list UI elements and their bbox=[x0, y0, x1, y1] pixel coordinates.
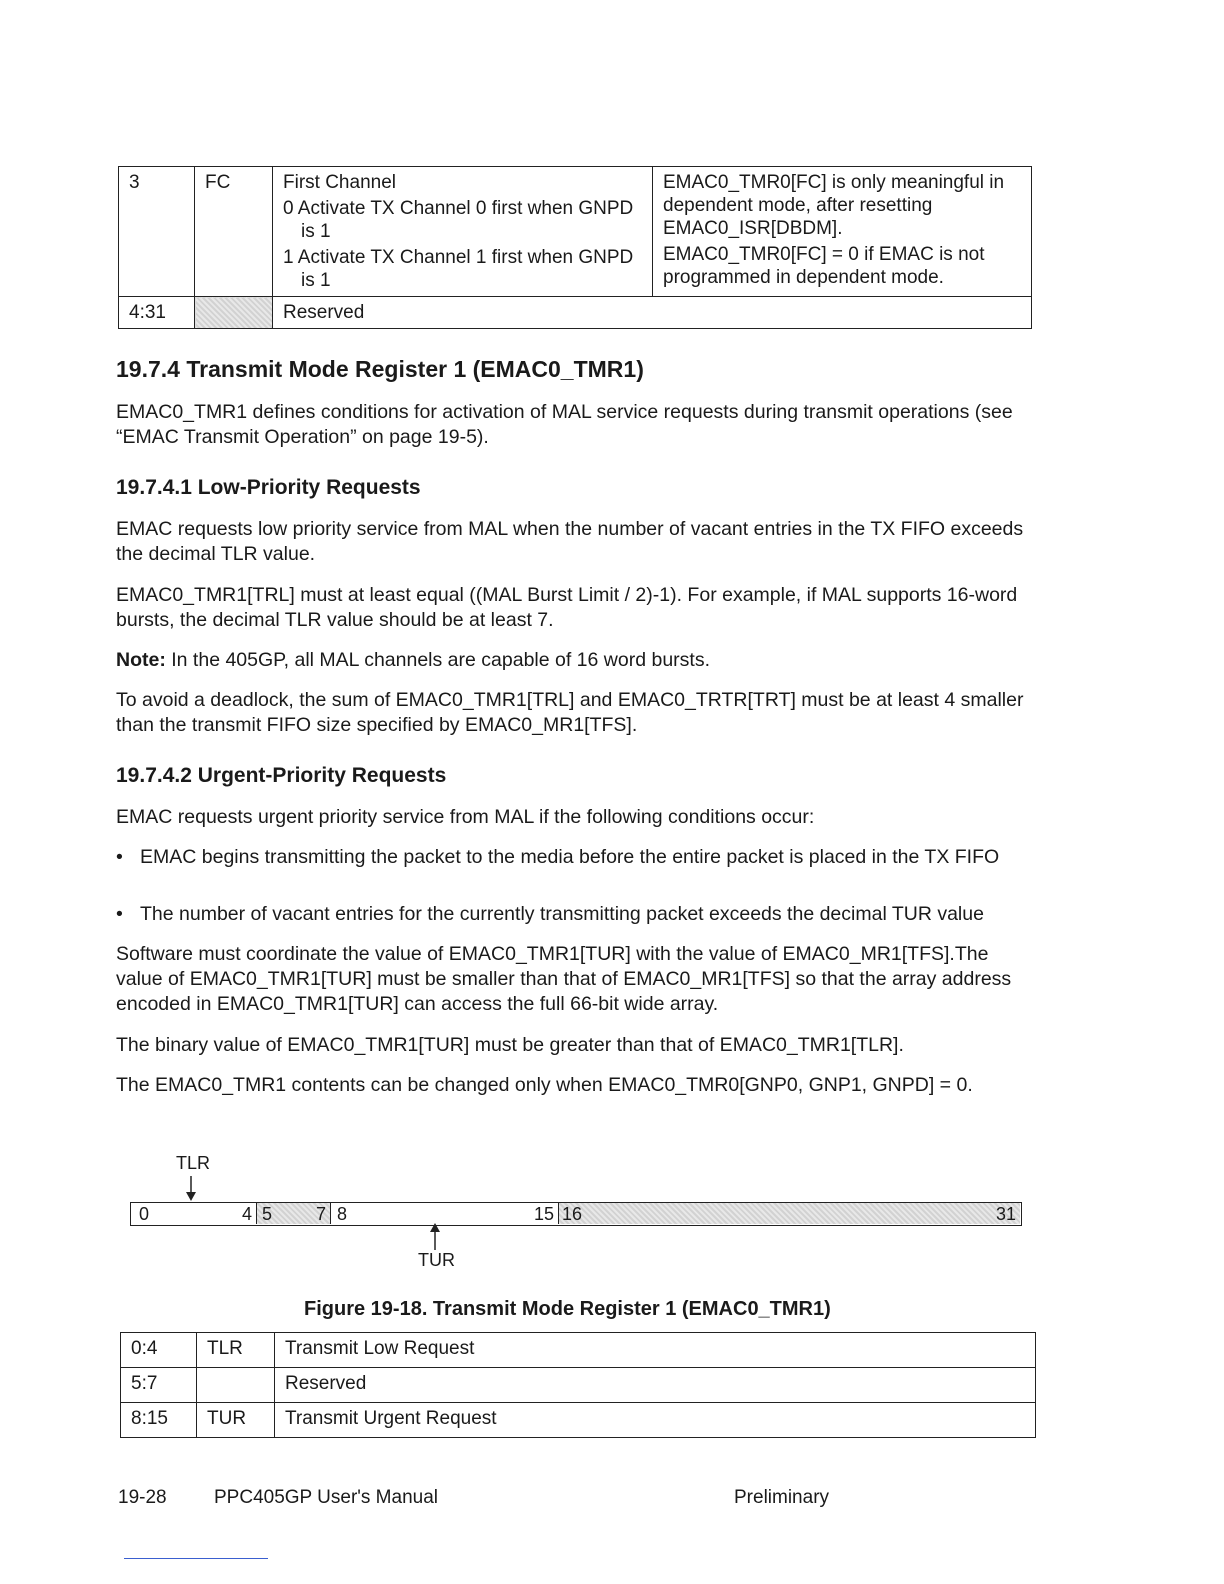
bit-end: 7 bbox=[315, 1204, 326, 1224]
tmr1-field-table bbox=[120, 1332, 1036, 1438]
table-row bbox=[121, 1368, 1036, 1403]
table-row bbox=[119, 297, 1032, 329]
description-cell: Transmit Urgent Request bbox=[275, 1403, 1036, 1438]
paragraph: EMAC requests urgent priority service from MAL if the following conditions occur: bbox=[116, 806, 815, 828]
bit-end: 15 bbox=[533, 1204, 554, 1224]
subsection-heading-low: 19.7.4.1 Low-Priority Requests bbox=[116, 476, 421, 499]
paragraph: The EMAC0_TMR1 contents can be changed only when EMAC0_TMR0[GNP0, GNP1, GNPD] = 0. bbox=[116, 1074, 973, 1096]
figure-caption: Figure 19-18. Transmit Mode Register 1 (EMAC0_TMR1) bbox=[304, 1298, 831, 1320]
field-cell bbox=[197, 1368, 275, 1403]
field-option: 1 Activate TX Channel 1 first when GNPD is 1 bbox=[283, 247, 634, 291]
register-diagram bbox=[130, 1202, 1022, 1226]
list-item-text: The number of vacant entries for the currently transmitting packet exceeds the decimal TUR value bbox=[140, 903, 984, 925]
bits-cell: 5:7 bbox=[121, 1368, 197, 1403]
paragraph: Software must coordinate the value of EMAC0_TMR1[TUR] with the value of EMAC0_MR1[TFS].The value of EMAC0_TMR1[TUR] must be smaller than that of EMAC0_MR1[TFS] so that the array address encoded in EMAC0_TMR1[TUR] can access the full 66-bit wide array. bbox=[116, 943, 1012, 1015]
register-field-reserved bbox=[257, 1203, 331, 1224]
field-cell: TUR bbox=[197, 1403, 275, 1438]
section-intro: EMAC0_TMR1 defines conditions for activation of MAL service requests during transmit operations (see “EMAC Transmit Operation” on page 19-5). bbox=[116, 401, 1013, 448]
field-cell: FC bbox=[195, 167, 273, 297]
field-comment: EMAC0_TMR0[FC] = 0 if EMAC is not programmed in dependent mode. bbox=[663, 244, 985, 288]
arrow-down-icon bbox=[184, 1176, 198, 1202]
field-option: 0 Activate TX Channel 0 first when GNPD is 1 bbox=[283, 198, 634, 242]
description-cell: Reserved bbox=[273, 297, 1032, 329]
list-item bbox=[116, 845, 1036, 870]
register-field bbox=[131, 1203, 257, 1224]
field-description: First Channel bbox=[283, 172, 396, 193]
subsection-heading-urgent: 19.7.4.2 Urgent-Priority Requests bbox=[116, 764, 447, 787]
paragraph: EMAC requests low priority service from MAL when the number of vacant entries in the TX FIFO exceeds the decimal TLR value. bbox=[116, 518, 1024, 565]
footer-rule bbox=[124, 1558, 268, 1559]
table-row bbox=[119, 167, 1032, 297]
reserved-shaded-cell bbox=[195, 297, 273, 329]
bits-cell: 8:15 bbox=[121, 1403, 197, 1438]
footer-page-number: 19-28 bbox=[118, 1487, 167, 1508]
bullet-icon: • bbox=[116, 846, 123, 868]
table-row bbox=[121, 1333, 1036, 1368]
bits-cell: 0:4 bbox=[121, 1333, 197, 1368]
bit-start: 0 bbox=[139, 1204, 150, 1224]
paragraph: To avoid a deadlock, the sum of EMAC0_TMR1[TRL] and EMAC0_TRTR[TRT] must be at least 4 smaller than the transmit FIFO size specified by EMAC0_MR1[TFS]. bbox=[116, 689, 1024, 736]
footer-manual-title: PPC405GP User's Manual bbox=[214, 1487, 438, 1508]
bullet-icon: • bbox=[116, 903, 123, 925]
section-heading: 19.7.4 Transmit Mode Register 1 (EMAC0_TMR1) bbox=[116, 356, 644, 382]
tmr0-field-table bbox=[118, 166, 1032, 329]
paragraph: The binary value of EMAC0_TMR1[TUR] must be greater than that of EMAC0_TMR1[TLR]. bbox=[116, 1034, 904, 1056]
description-cell: Transmit Low Request bbox=[275, 1333, 1036, 1368]
note bbox=[116, 648, 1036, 673]
bit-end: 31 bbox=[995, 1204, 1016, 1224]
register-label-tlr: TLR bbox=[176, 1153, 211, 1173]
note-label: Note: bbox=[116, 649, 166, 671]
arrow-up-icon bbox=[428, 1222, 442, 1250]
register-field bbox=[331, 1203, 559, 1224]
bits-cell: 4:31 bbox=[119, 297, 195, 329]
register-label-tur: TUR bbox=[418, 1250, 455, 1270]
table-row bbox=[121, 1403, 1036, 1438]
bit-start: 5 bbox=[262, 1204, 273, 1224]
note-text: In the 405GP, all MAL channels are capable of 16 word bursts. bbox=[171, 649, 710, 671]
bits-cell: 3 bbox=[119, 167, 195, 297]
bit-start: 16 bbox=[562, 1204, 583, 1224]
list-item-text: EMAC begins transmitting the packet to the media before the entire packet is placed in the TX FIFO bbox=[140, 846, 1000, 868]
bit-end: 4 bbox=[241, 1204, 252, 1224]
bit-start: 8 bbox=[337, 1204, 348, 1224]
description-cell: Reserved bbox=[275, 1368, 1036, 1403]
footer-status: Preliminary bbox=[734, 1487, 830, 1508]
paragraph: EMAC0_TMR1[TRL] must at least equal ((MAL Burst Limit / 2)-1). For example, if MAL supports 16-word bursts, the decimal TLR value should be at least 7. bbox=[116, 584, 1018, 631]
description-cell bbox=[273, 167, 653, 297]
comment-cell bbox=[653, 167, 1032, 297]
field-comment: EMAC0_TMR0[FC] is only meaningful in dependent mode, after resetting EMAC0_ISR[DBDM]. bbox=[663, 172, 1005, 239]
register-field-reserved bbox=[559, 1203, 1020, 1224]
list-item bbox=[116, 902, 1036, 927]
field-cell: TLR bbox=[197, 1333, 275, 1368]
